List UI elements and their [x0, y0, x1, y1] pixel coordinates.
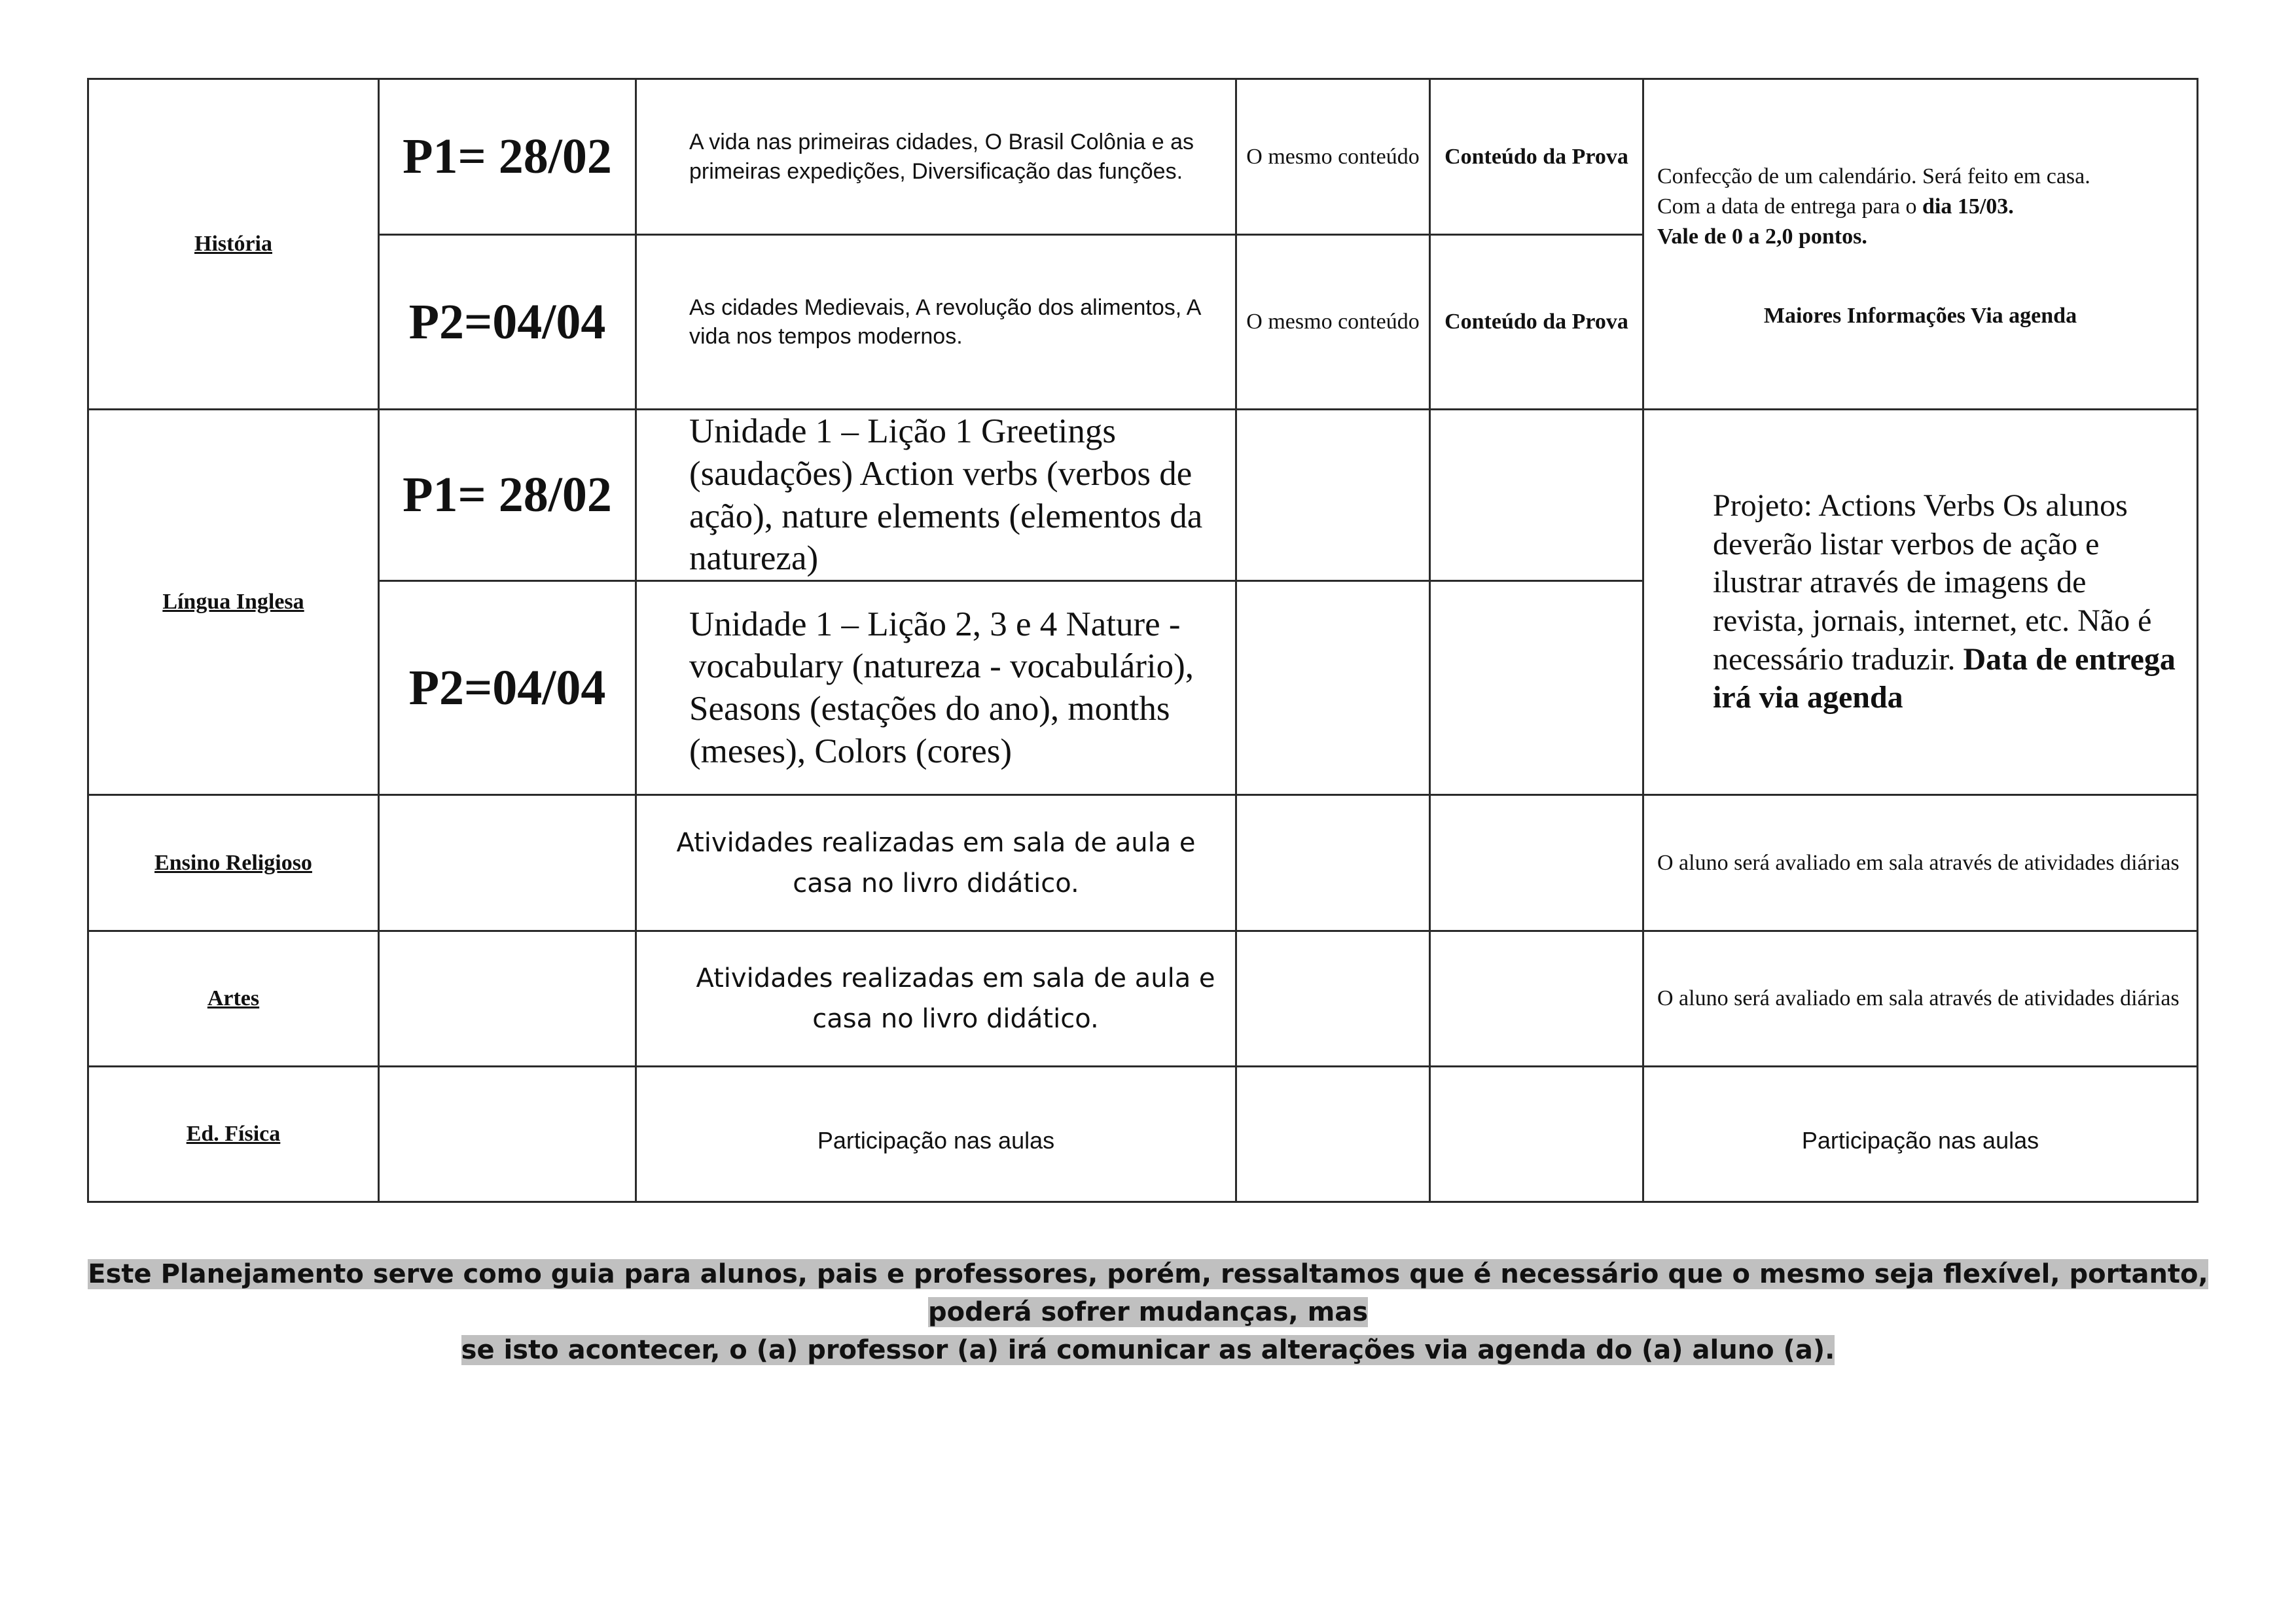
subject-fisica: Ed. Física [88, 1067, 379, 1202]
content-cell: Atividades realizadas em sala de aula e casa no livro didático. [636, 931, 1236, 1067]
observation-cell [1643, 79, 2198, 410]
empty-cell [1430, 931, 1643, 1067]
date-p1: P1= 28/02 [379, 410, 636, 581]
obs-more-info: Maiores Informações Via agenda [1763, 303, 2077, 328]
religioso-row [88, 795, 2198, 931]
observation-cell: O aluno será avaliado em sala através de atividades diárias [1643, 931, 2198, 1067]
content-cell: Unidade 1 – Lição 1 Greetings (saudações) Action verbs (verbos de ação), nature elements (elementos da natureza) [636, 410, 1236, 581]
observation-cell: Participação nas aulas [1643, 1067, 2198, 1202]
subject-ingles: Língua Inglesa [88, 410, 379, 795]
obs-line: Confecção de um calendário. Será feito em casa. [1657, 164, 2090, 188]
footer-line: se isto acontecer, o (a) professor (a) irá comunicar as alterações via agenda do (a) aluno (a). [461, 1335, 1835, 1365]
date-p2: P2=04/04 [379, 235, 636, 410]
empty-cell [379, 1067, 636, 1202]
date-p2: P2=04/04 [379, 581, 636, 795]
obs-line: Com a data de entrega para o dia 15/03. [1657, 194, 2014, 219]
subject-artes: Artes [88, 931, 379, 1067]
empty-cell [1236, 581, 1430, 795]
subject-historia: História [88, 79, 379, 410]
content-cell: Unidade 1 – Lição 2, 3 e 4 Nature - vocabulary (natureza - vocabulário), Seasons (estações do ano), months (meses), Colors (cores) [636, 581, 1236, 795]
artes-row [88, 931, 2198, 1067]
exam-content-cell: Conteúdo da Prova [1430, 79, 1643, 235]
empty-cell [379, 795, 636, 931]
exam-content-cell: Conteúdo da Prova [1430, 235, 1643, 410]
empty-cell [1430, 410, 1643, 581]
empty-cell [1430, 581, 1643, 795]
observation-cell: O aluno será avaliado em sala através de atividades diárias [1643, 795, 2198, 931]
footer-line: Este Planejamento serve como guia para alunos, pais e professores, porém, ressaltamos que é necessário que o mesmo seja flexível, portanto, poderá sofrer mudanças, mas [88, 1259, 2208, 1327]
empty-cell [379, 931, 636, 1067]
subject-religioso: Ensino Religioso [88, 795, 379, 931]
same-content-cell: O mesmo conteúdo [1236, 79, 1430, 235]
historia-row-p1 [88, 79, 2198, 235]
content-cell: Participação nas aulas [636, 1067, 1236, 1202]
project-cell: Projeto: Actions Verbs Os alunos deverão listar verbos de ação e ilustrar através de imagens de revista, jornais, internet, etc. Não é necessário traduzir. Data de entrega irá via agenda [1643, 410, 2198, 795]
ingles-row-p1 [88, 410, 2198, 581]
empty-cell [1236, 410, 1430, 581]
empty-cell [1236, 931, 1430, 1067]
content-cell: As cidades Medievais, A revolução dos alimentos, A vida nos tempos modernos. [636, 235, 1236, 410]
footer-note [65, 1255, 2231, 1369]
same-content-cell: O mesmo conteúdo [1236, 235, 1430, 410]
fisica-row [88, 1067, 2198, 1202]
content-cell: A vida nas primeiras cidades, O Brasil Colônia e as primeiras expedições, Diversificação das funções. [636, 79, 1236, 235]
content-cell: Atividades realizadas em sala de aula e casa no livro didático. [636, 795, 1236, 931]
empty-cell [1430, 1067, 1643, 1202]
empty-cell [1236, 1067, 1430, 1202]
date-p1: P1= 28/02 [379, 79, 636, 235]
obs-line: Vale de 0 a 2,0 pontos. [1657, 224, 1867, 249]
empty-cell [1236, 795, 1430, 931]
planning-table [87, 78, 2198, 1203]
empty-cell [1430, 795, 1643, 931]
